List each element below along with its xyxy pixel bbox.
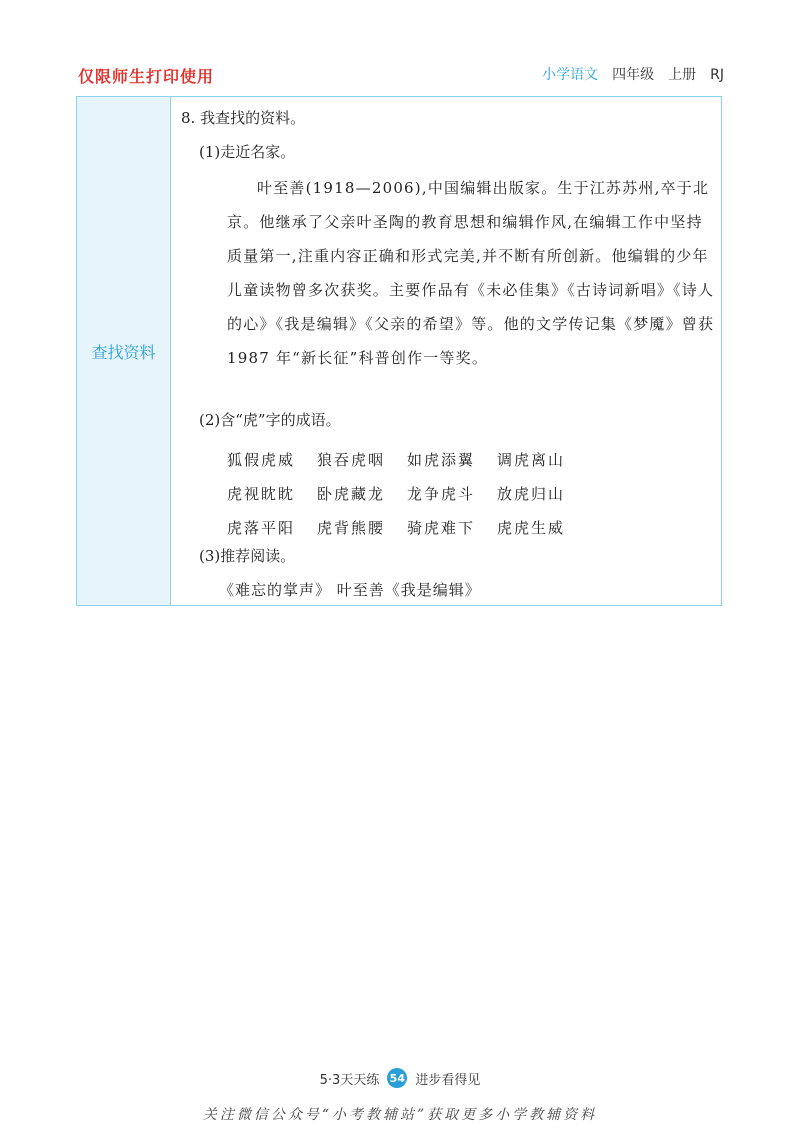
- author-intro: [227, 171, 717, 375]
- idiom: 如虎添翼: [407, 451, 476, 469]
- idiom: 龙争虎斗: [407, 485, 476, 503]
- idiom: 卧虎藏龙: [317, 485, 386, 503]
- subject-label: 小学语文: [542, 67, 599, 83]
- exercise-box: [76, 96, 722, 606]
- idiom: 狐假虎威: [227, 451, 296, 469]
- idiom: 放虎归山: [497, 485, 566, 503]
- part2-title: (2)含“虎”字的成语。: [199, 411, 341, 429]
- idiom: 虎虎生威: [497, 519, 566, 537]
- book-info: [542, 64, 724, 84]
- idiom: 虎视眈眈: [227, 485, 296, 503]
- idiom-row: [227, 511, 565, 545]
- edition-label: RJ: [710, 67, 724, 83]
- part1-title: (1)走近名家。: [199, 143, 296, 161]
- idiom: 虎落平阳: [227, 519, 296, 537]
- footer-brand: 5·3天天练: [319, 1072, 380, 1088]
- page-footer: [0, 1068, 800, 1088]
- footer-slogan: 进步看得见: [415, 1072, 481, 1088]
- watermark-text: 关注微信公众号“小考教辅站”获取更多小学教辅资料: [202, 1107, 598, 1123]
- author-intro-text: 叶至善(1918—2006),中国编辑出版家。生于江苏苏州,卒于北京。他继承了父亲叶圣陶的教育思想和编辑作风,在编辑工作中坚持质量第一,注重内容正确和形式完美,并不断有所创新。他编辑的少年儿童读物曾多次获奖。主要作品有《未必佳集》《古诗词新唱》《诗人的心》《我是编辑》《父亲的希望》等。他的文学传记集《梦魇》曾获 1987 年“新长征”科普创作一等奖。: [227, 179, 715, 367]
- idiom: 虎背熊腰: [317, 519, 386, 537]
- print-notice: 仅限师生打印使用: [78, 67, 215, 86]
- page-number: 54: [387, 1068, 407, 1088]
- side-label-cell: [77, 97, 171, 605]
- recommended-reading: 《难忘的掌声》 叶至善《我是编辑》: [219, 581, 481, 599]
- idiom: 狼吞虎咽: [317, 451, 386, 469]
- grade-label: 四年级: [612, 67, 655, 83]
- idiom-list: [227, 443, 565, 545]
- idiom-row: [227, 443, 565, 477]
- side-label: 查找资料: [91, 342, 156, 362]
- part3-title: (3)推荐阅读。: [199, 547, 296, 565]
- question-title: 8. 我查找的资料。: [181, 109, 306, 127]
- idiom: 调虎离山: [497, 451, 566, 469]
- exercise-content: [171, 97, 721, 605]
- idiom: 骑虎难下: [407, 519, 476, 537]
- idiom-row: [227, 477, 565, 511]
- term-label: 上册: [668, 67, 697, 83]
